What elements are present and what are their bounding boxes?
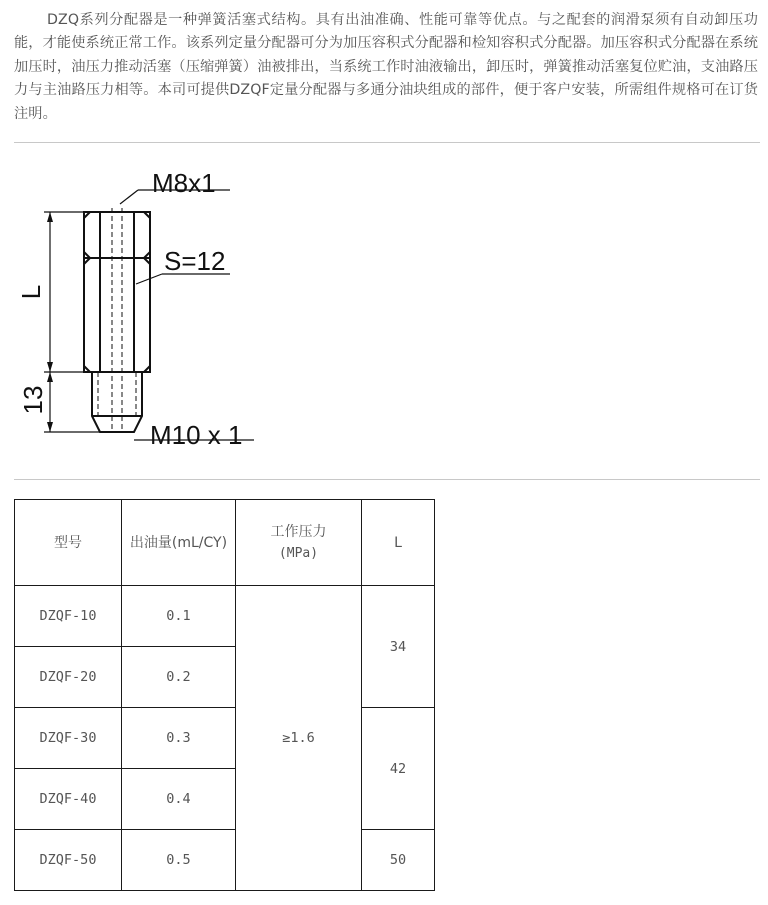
hex-size-label: S=12: [164, 246, 226, 276]
table-row: [15, 708, 435, 769]
output-cell: 0.5: [122, 830, 236, 891]
table-row: [15, 830, 435, 891]
thread-bottom-label: M10 x 1: [150, 420, 243, 450]
output-cell: 0.2: [122, 647, 236, 708]
header-pressure: [236, 500, 362, 586]
model-cell: DZQF-50: [15, 830, 122, 891]
length-cell: 34: [362, 586, 435, 708]
distributor-diagram: [14, 168, 274, 458]
threaded-stud: [92, 372, 142, 432]
length-label: L: [16, 284, 46, 300]
hex-body: [84, 212, 150, 372]
table-row: [15, 586, 435, 647]
output-cell: 0.4: [122, 769, 236, 830]
header-model: 型号: [15, 500, 122, 586]
table-header-row: [15, 500, 435, 586]
header-pressure-line2: (MPa): [278, 545, 319, 561]
intro-paragraph: DZQ系列分配器是一种弹簧活塞式结构。具有出油准确、性能可靠等优点。与之配套的润滑泵须有自动卸压功能，才能使系统正常工作。该系列定量分配器可分为加压容积式分配器和检知容积式分配器。加压容积式分配器在系统加压时，油压力推动活塞（压缩弹簧）油被排出，当系统工作时油液输出，卸压时，弹簧推动活塞复位贮油，支油路压力与主油路压力相等。本司可提供DZQF定量分配器与多通分油块组成的部件，便于客户安装，所需组件规格可在订货注明。: [14, 12, 758, 122]
header-length: L: [362, 500, 435, 586]
length-cell: 50: [362, 830, 435, 891]
bottom-height-label: 13: [18, 385, 48, 415]
header-pressure-line1: 工作压力: [270, 523, 327, 540]
thread-top-label: M8x1: [152, 168, 216, 198]
divider-bottom: [14, 479, 760, 480]
model-cell: DZQF-30: [15, 708, 122, 769]
pressure-cell: ≥1.6: [236, 586, 362, 891]
model-cell: DZQF-10: [15, 586, 122, 647]
model-cell: DZQF-20: [15, 647, 122, 708]
divider-top: [14, 142, 760, 143]
header-output: 出油量(mL/CY): [122, 500, 236, 586]
output-cell: 0.1: [122, 586, 236, 647]
output-cell: 0.3: [122, 708, 236, 769]
spec-table: [14, 499, 435, 891]
model-cell: DZQF-40: [15, 769, 122, 830]
length-cell: 42: [362, 708, 435, 830]
